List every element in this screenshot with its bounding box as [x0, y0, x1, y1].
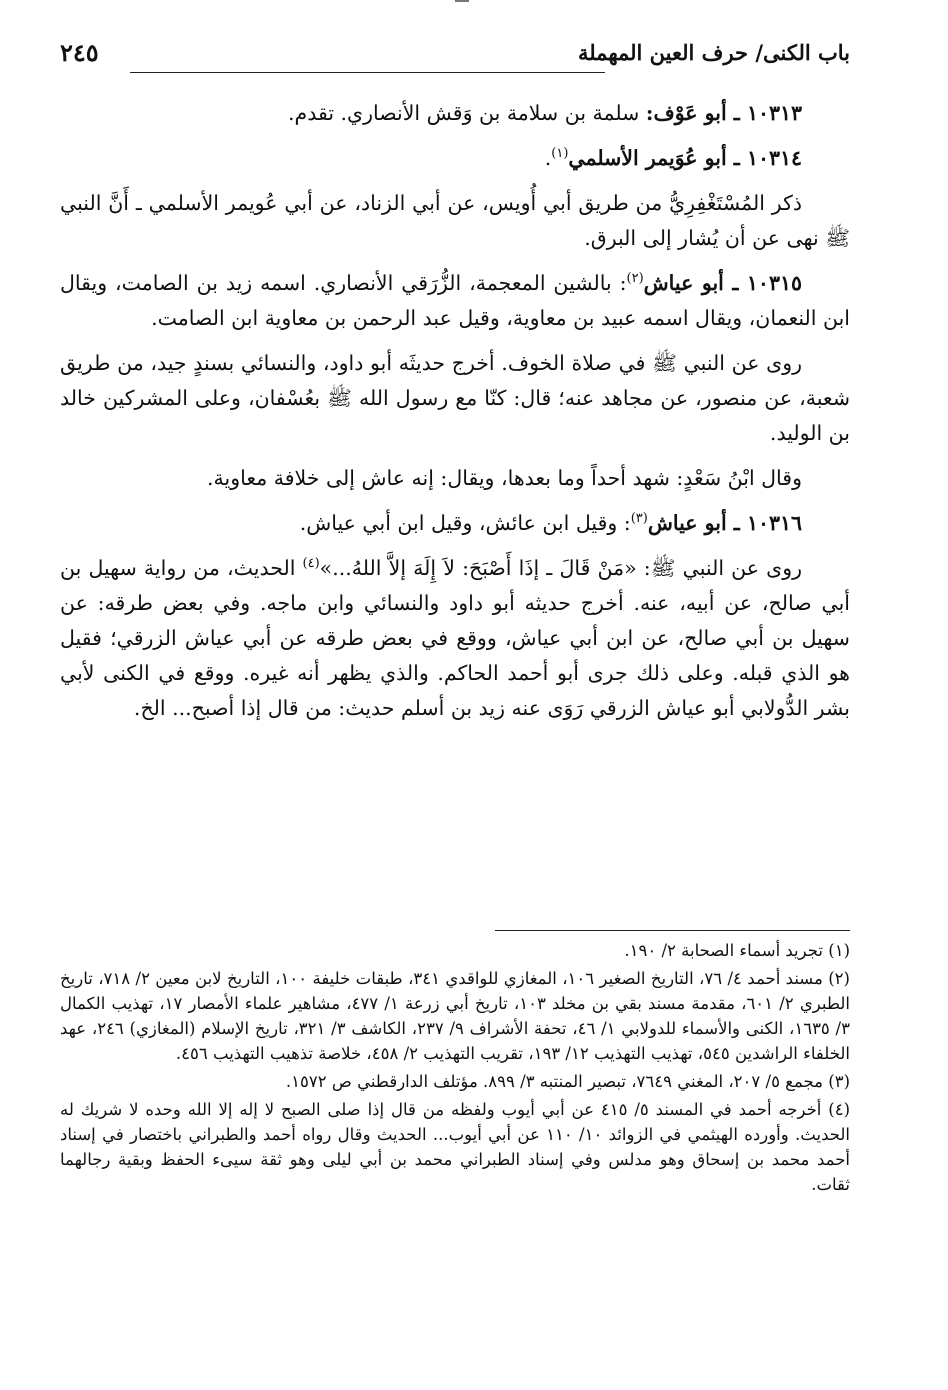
entry-body: . — [544, 146, 552, 170]
entry-body: : بالشين المعجمة، الزُّرَقي الأنصاري. اسمه زيد بن الصامت، ويقال ابن النعمان، ويقال اسمه عبيد بن معاوية، وقيل عبد الرحمن بن معاوية ابن الصامت. — [60, 271, 850, 330]
footnote-2: (٢) مسند أحمد ٤/ ٧٦، التاريخ الصغير ١٠٦، المغازي للواقدي ٣٤١، طبقات خليفة ١٠٠، التاريخ لابن معين ٢/ ٧١٨، تاريخ الطبري ٢/ ٦٠١، مقدمة مسند بقي بن مخلد ١٠٣، تاريخ أبي زرعة ١/ ٤٧٧، مشاهير علماء الأمصار ١٧، تهذيب الكمال ٣/ ١٦٣٥، الكنى والأسماء للدولابي ١/ ٤٦، تحفة الأشراف ٩/ ٢٣٧، الكاشف ٣/ ٣٢١، تاريخ الإسلام (المغازي) ٢٤٦، عهد الخلفاء الراشدين ٥٤٥، تهذيب التهذيب ١٢/ ١٩٣، تقريب التهذيب ٢/ ٤٥٨، خلاصة تذهيب التهذيب ٤٥٦. — [60, 969, 850, 1063]
paragraph: وقال ابْنُ سَعْدٍ: شهد أحداً وما بعدها، ويقال: إنه عاش إلى خلافة معاوية. — [206, 466, 802, 490]
footnote-separator — [495, 930, 850, 931]
main-text — [60, 96, 850, 736]
chapter-title: باب الكنى/ حرف العين المهملة — [577, 40, 850, 65]
entry-10313 — [60, 96, 850, 131]
header-rule — [130, 72, 605, 73]
entry-10314 — [60, 141, 850, 176]
book-page — [60, 18, 850, 1368]
entry-10315 — [60, 266, 850, 336]
page-top-mark — [455, 0, 469, 2]
entry-heading: ١٠٣١٥ ـ أبو عياش — [643, 271, 802, 295]
hadith-quote: روى عن النبي ﷺ: «مَنْ قَالَ ـ إذَا أَصْبَحَ: لاَ إِلَهَ إلاَّ اللهُ...» — [319, 556, 802, 580]
paragraph-text: الحديث، من رواية سهيل بن أبي صالح، عن أبيه، عنه. أخرج حديثه أبو داود والنسائي وابن ماجه. وفي بعض طرقه: عن سهيل بن أبي صالح، عن ابن أبي عياش، ووقع في بعض طرقه عن أبي عياش الزرقي؛ فقيل هو الذي قبله. وعلى ذلك جرى أبو أحمد الحاكم. والذي يظهر أنه غيره. ووقع في الكنى لأبي بشر الدُّولابي أبو عياش الزرقي رَوَى عنه زيد بن أسلم حديث: من قال إذا أصبح... الخ. — [60, 556, 850, 720]
paragraph: ذكر المُسْتَغْفِرِيُّ من طريق أبي أُويس، عن أبي الزناد، عن أبي عُويمر الأسلمي ـ أَنَّ النبي ﷺ نهى عن أن يُشار إلى البرق. — [60, 191, 850, 250]
entry-body: : وقيل ابن عائش، وقيل ابن أبي عياش. — [299, 511, 631, 535]
paragraph — [60, 551, 850, 726]
footnote-3: (٣) مجمع ٥/ ٢٠٧، المغني ٧٦٤٩، تبصير المنتبه ٣/ ٨٩٩. مؤتلف الدارقطني ص ١٥٧٢. — [285, 1072, 850, 1091]
entry-heading: ١٠٣١٤ ـ أبو عُوَيمر الأسلمي — [568, 146, 802, 170]
footnotes — [60, 938, 850, 1200]
footnote-reference: (٣) — [630, 511, 648, 527]
footnote-reference: (١) — [551, 146, 569, 162]
entry-body: سلمة بن سلامة بن وَقش الأنصاري. تقدم. — [287, 101, 646, 125]
footnote-1: (١) تجريد أسماء الصحابة ٢/ ١٩٠. — [624, 941, 850, 960]
entry-10316 — [60, 506, 850, 541]
entry-heading: ١٠٣١٣ ـ أبو عَوْف: — [645, 101, 802, 125]
page-number: ٢٤٥ — [60, 38, 99, 67]
footnote-reference: (٢) — [626, 271, 644, 287]
entry-heading: ١٠٣١٦ ـ أبو عياش — [647, 511, 802, 535]
footnote-reference: (٤) — [302, 556, 320, 572]
paragraph: روى عن النبي ﷺ في صلاة الخوف. أخرج حديثَه أبو داود، والنسائي بسندٍ جيد، من طريق شعبة، عن منصور، عن مجاهد عنه؛ قال: كنّا مع رسول الله ﷺ بعُسْفان، وعلى المشركين خالد بن الوليد. — [60, 351, 850, 445]
footnote-4: (٤) أخرجه أحمد في المسند ٥/ ٤١٥ عن أبي أيوب ولفظه من قال إذا صلى الصبح لا إله إلا الله وحده لا شريك له الحديث. وأورده الهيثمي في الزوائد ١٠/ ١١٠ عن أبي أيوب... الحديث وقال رواه أحمد والطبراني باختصار في إسناد أحمد محمد بن إسحاق وهو مدلس وفي إسناد الطبراني محمد بن أبي ليلى وهو ثقة سيىء الحفظ وبقية رجالهما ثقات. — [60, 1100, 851, 1194]
running-header — [60, 32, 850, 72]
